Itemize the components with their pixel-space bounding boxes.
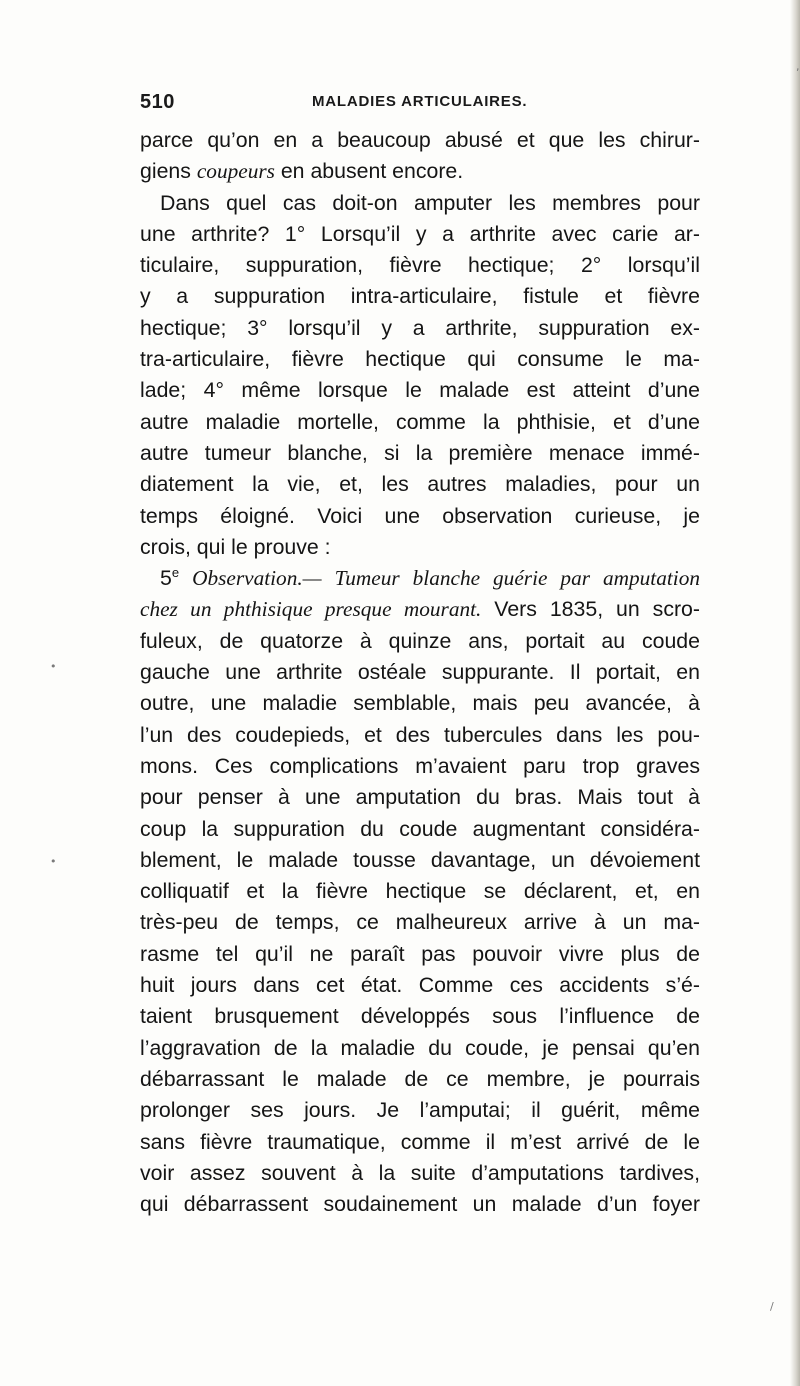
- margin-speck: /: [770, 1300, 774, 1313]
- text-line: l’un des coudepieds, et des tubercules dans les pou-: [140, 722, 700, 747]
- body-text: [140, 125, 700, 1220]
- text-line: crois, qui le prouve :: [140, 534, 331, 559]
- text-line: [140, 156, 700, 187]
- text-line: sans fièvre traumatique, comme il m’est arrivé de le: [140, 1129, 700, 1154]
- text-line: très-peu de temps, ce malheureux arrive à un ma-: [140, 910, 700, 935]
- page-header: [140, 91, 700, 117]
- text-line: qui débarrassent soudainement un malade d’un foyer: [140, 1192, 700, 1217]
- text-line: colliquatif et la fièvre hectique se déclarent, et, en: [140, 879, 700, 904]
- text-line: outre, une maladie semblable, mais peu avancée, à: [140, 691, 700, 716]
- text-line: débarrassant le malade de ce membre, je pourrais: [140, 1066, 700, 1091]
- text-line: [140, 594, 700, 625]
- text-line: huit jours dans cet état. Comme ces accidents s’é-: [140, 973, 700, 998]
- text-line: l’aggravation de la maladie du coude, je pensai qu’en: [140, 1035, 700, 1060]
- text-segment: 5: [160, 566, 172, 591]
- text-line: ticulaire, suppuration, fièvre hectique; 2° lorsqu’il: [140, 253, 700, 278]
- margin-speck: ,: [796, 60, 800, 73]
- text-line: prolonger ses jours. Je l’amputai; il guérit, même: [140, 1098, 700, 1123]
- text-line: taient brusquement développés sous l’influence de: [140, 1004, 700, 1029]
- text-line: fuleux, de quatorze à quinze ans, portait au coude: [140, 628, 700, 653]
- text-line: lade; 4° même lorsque le malade est atteint d’une: [140, 378, 700, 403]
- text-line: Dans quel cas doit-on amputer les membres pour: [160, 190, 700, 215]
- text-line: une arthrite? 1° Lorsqu’il y a arthrite avec carie ar-: [140, 221, 700, 246]
- page-number: 510: [140, 91, 175, 113]
- text-line: gauche une arthrite ostéale suppurante. Il portait, en: [140, 660, 700, 685]
- text-segment: e: [171, 565, 180, 581]
- text-line: rasme tel qu’il ne paraît pas pouvoir vivre plus de: [140, 941, 700, 966]
- italic-text: chez un phthisique presque mourant.: [140, 597, 482, 622]
- running-title: MALADIES ARTICULAIRES.: [312, 93, 528, 110]
- text-segment: en abusent encore.: [274, 159, 464, 184]
- text-line: temps éloigné. Voici une observation curieuse, je: [140, 503, 700, 528]
- italic-text: Observation.— Tumeur blanche guérie par amputation: [179, 566, 700, 591]
- margin-speck: •: [50, 855, 57, 868]
- italic-text: coupeurs: [196, 159, 275, 184]
- text-line: hectique; 3° lorsqu’il y a arthrite, suppuration ex-: [140, 315, 700, 340]
- text-line: tra-articulaire, fièvre hectique qui consume le ma-: [140, 347, 700, 372]
- text-line: autre tumeur blanche, si la première menace immé-: [140, 440, 700, 465]
- page-edge-shadow: [790, 0, 800, 1386]
- text-segment: Vers 1835, un scro-: [481, 597, 700, 622]
- text-line: diatement la vie, et, les autres maladies, pour un: [140, 472, 700, 497]
- text-line: autre maladie mortelle, comme la phthisie, et d’une: [140, 409, 700, 434]
- text-line: blement, le malade tousse davantage, un dévoiement: [140, 847, 700, 872]
- margin-speck: •: [50, 660, 57, 673]
- text-line: parce qu’on en a beaucoup abusé et que les chirur-: [140, 128, 700, 152]
- text-line: y a suppuration intra-articulaire, fistule et fièvre: [140, 284, 700, 309]
- text-segment: giens: [140, 159, 197, 184]
- text-line: pour penser à une amputation du bras. Mais tout à: [140, 785, 700, 810]
- text-line: mons. Ces complications m’avaient paru trop graves: [140, 753, 700, 778]
- text-line: [140, 563, 700, 594]
- text-line: coup la suppuration du coude augmentant considéra-: [140, 816, 700, 841]
- text-line: voir assez souvent à la suite d’amputations tardives,: [140, 1160, 700, 1185]
